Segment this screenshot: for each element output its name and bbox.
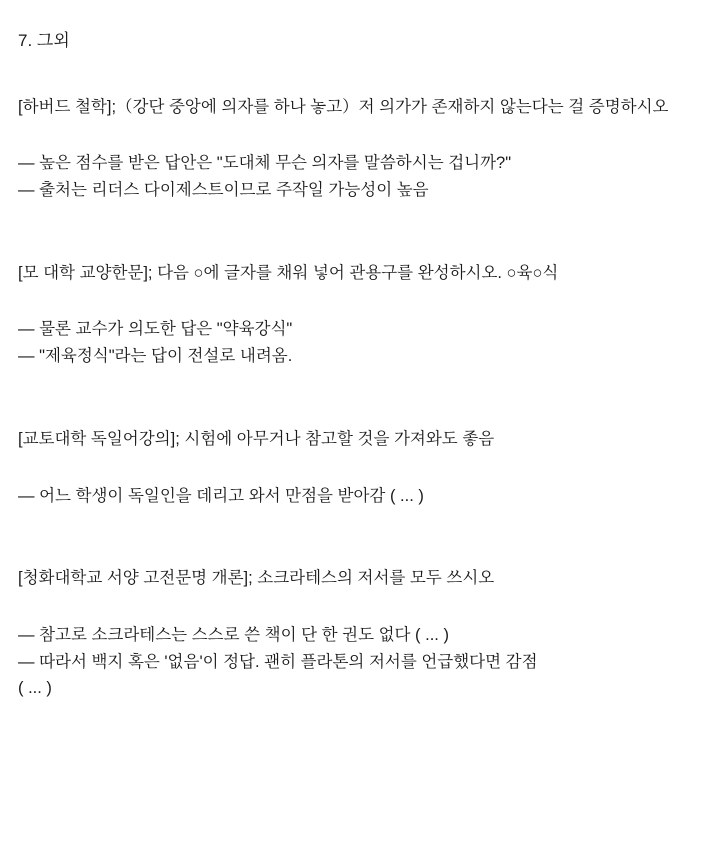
question-text: [청화대학교 서양 고전문명 개론]; 소크라테스의 저서를 모두 쓰시오 (18, 569, 495, 588)
spacer (18, 592, 702, 622)
answer-line: ( ... ) (18, 679, 52, 698)
question-text: [하버드 철학];（강단 중앙에 의자를 하나 놓고）저 의가가 존재하지 않는다는 걸 증명하시오 (18, 97, 669, 116)
section-block (18, 94, 702, 204)
answer-line: — 따라서 백지 혹은 '없음'이 정답. 괜히 플라톤의 저서를 언급했다면 감점 (18, 652, 538, 671)
spacer (18, 204, 702, 260)
answer-line: — "제육정식"라는 답이 전설로 내려옴. (18, 347, 293, 366)
spacer (18, 370, 702, 426)
section-block (18, 565, 702, 702)
spacer (18, 286, 702, 316)
answer-line: — 물론 교수가 의도한 답은 "약육강식" (18, 320, 293, 339)
spacer (18, 453, 702, 483)
spacer (18, 120, 702, 150)
answer-line: — 높은 점수를 받은 답안은 "도대체 무슨 의자를 말씀하시는 겁니까?" (18, 154, 512, 173)
question-text: [교토대학 독일어강의]; 시험에 아무거나 참고할 것을 가져와도 좋음 (18, 429, 495, 448)
question-text: [모 대학 교양한문]; 다음 ○에 글자를 채워 넣어 관용구를 완성하시오. ○육○식 (18, 263, 559, 282)
answer-line: — 어느 학생이 독일인을 데리고 와서 만점을 받아감 ( ... ) (18, 486, 424, 505)
page-title: 7. 그외 (18, 31, 70, 50)
spacer (18, 54, 702, 94)
answer-line: — 참고로 소크라테스는 스스로 쓴 책이 단 한 권도 없다 ( ... ) (18, 625, 449, 644)
answer-line: — 출처는 리더스 다이제스트이므로 주작일 가능성이 높음 (18, 180, 429, 199)
section-block (18, 260, 702, 370)
spacer (18, 509, 702, 565)
section-block (18, 426, 702, 509)
